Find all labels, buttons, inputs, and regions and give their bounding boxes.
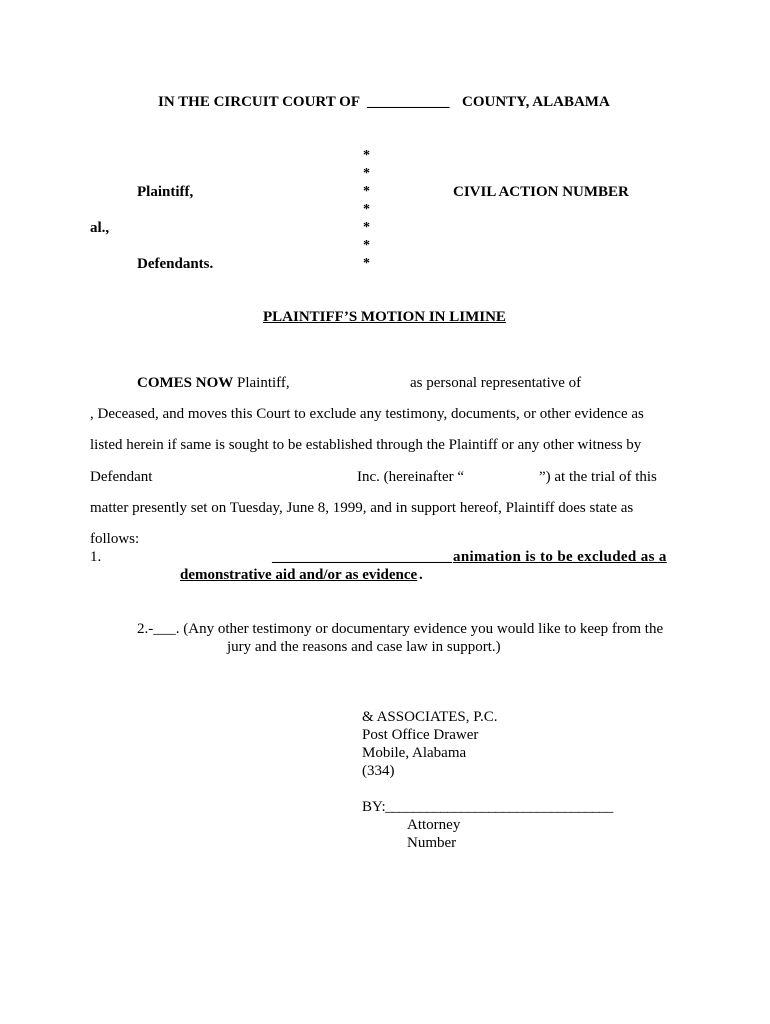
item1-number: 1.: [90, 549, 102, 565]
civil-action-number: CIVIL ACTION NUMBER: [453, 184, 629, 200]
plaintiff-label: Plaintiff,: [137, 184, 194, 200]
body-line5: matter presently set on Tuesday, June 8, 1999, and in support hereof, Plaintiff does state as: [90, 500, 634, 516]
address-line2: Mobile, Alabama: [362, 745, 467, 761]
motion-title: PLAINTIFF’S MOTION IN LIMINE: [263, 309, 506, 325]
item1-blank: ________________________: [272, 549, 452, 565]
caption-star: *: [363, 148, 370, 163]
body-line6: follows:: [90, 531, 140, 547]
caption-star: *: [363, 184, 370, 199]
number-label: Number: [407, 835, 457, 851]
item2-line1: 2.-___. (Any other testimony or documentary evidence you would like to keep from the: [137, 621, 664, 637]
attorney-label: Attorney: [407, 817, 461, 833]
item1-continuation: demonstrative aid and/or as evidence: [180, 567, 418, 583]
item1-period: .: [419, 567, 423, 583]
body-line2: , Deceased, and moves this Court to exclude any testimony, documents, or other evidence as: [90, 406, 644, 422]
address-line1: Post Office Drawer: [362, 727, 479, 743]
caption-star: *: [363, 202, 370, 217]
phone-number: (334): [362, 763, 395, 779]
county-blank: ___________: [367, 94, 450, 110]
caption-star: *: [363, 166, 370, 181]
court-heading-left: IN THE CIRCUIT COURT OF: [158, 94, 361, 110]
signature-line: _________________________________: [385, 799, 613, 815]
body-line4-b: Inc. (hereinafter “: [357, 469, 465, 485]
body-line3: listed herein if same is sought to be established through the Plaintiff or any other witness by: [90, 437, 642, 453]
item2-line2: jury and the reasons and case law in support.): [227, 639, 501, 655]
caption-star: *: [363, 220, 370, 235]
body-line4-c: ”) at the trial of this: [539, 469, 657, 485]
body-line1-b: as personal representative of: [410, 375, 582, 391]
defendants-label: Defendants.: [137, 256, 214, 272]
body-line1-a: Plaintiff,: [237, 375, 290, 391]
body-line4-a: Defendant: [90, 469, 153, 485]
comes-now: COMES NOW: [137, 375, 234, 391]
caption-star: *: [363, 238, 370, 253]
by-label: BY:: [362, 799, 386, 815]
item1-text: animation is to be excluded as a: [453, 549, 667, 565]
firm-name: & ASSOCIATES, P.C.: [362, 709, 498, 725]
al-label: al.,: [90, 220, 110, 236]
caption-star: *: [363, 256, 370, 271]
court-heading-right: COUNTY, ALABAMA: [462, 94, 610, 110]
